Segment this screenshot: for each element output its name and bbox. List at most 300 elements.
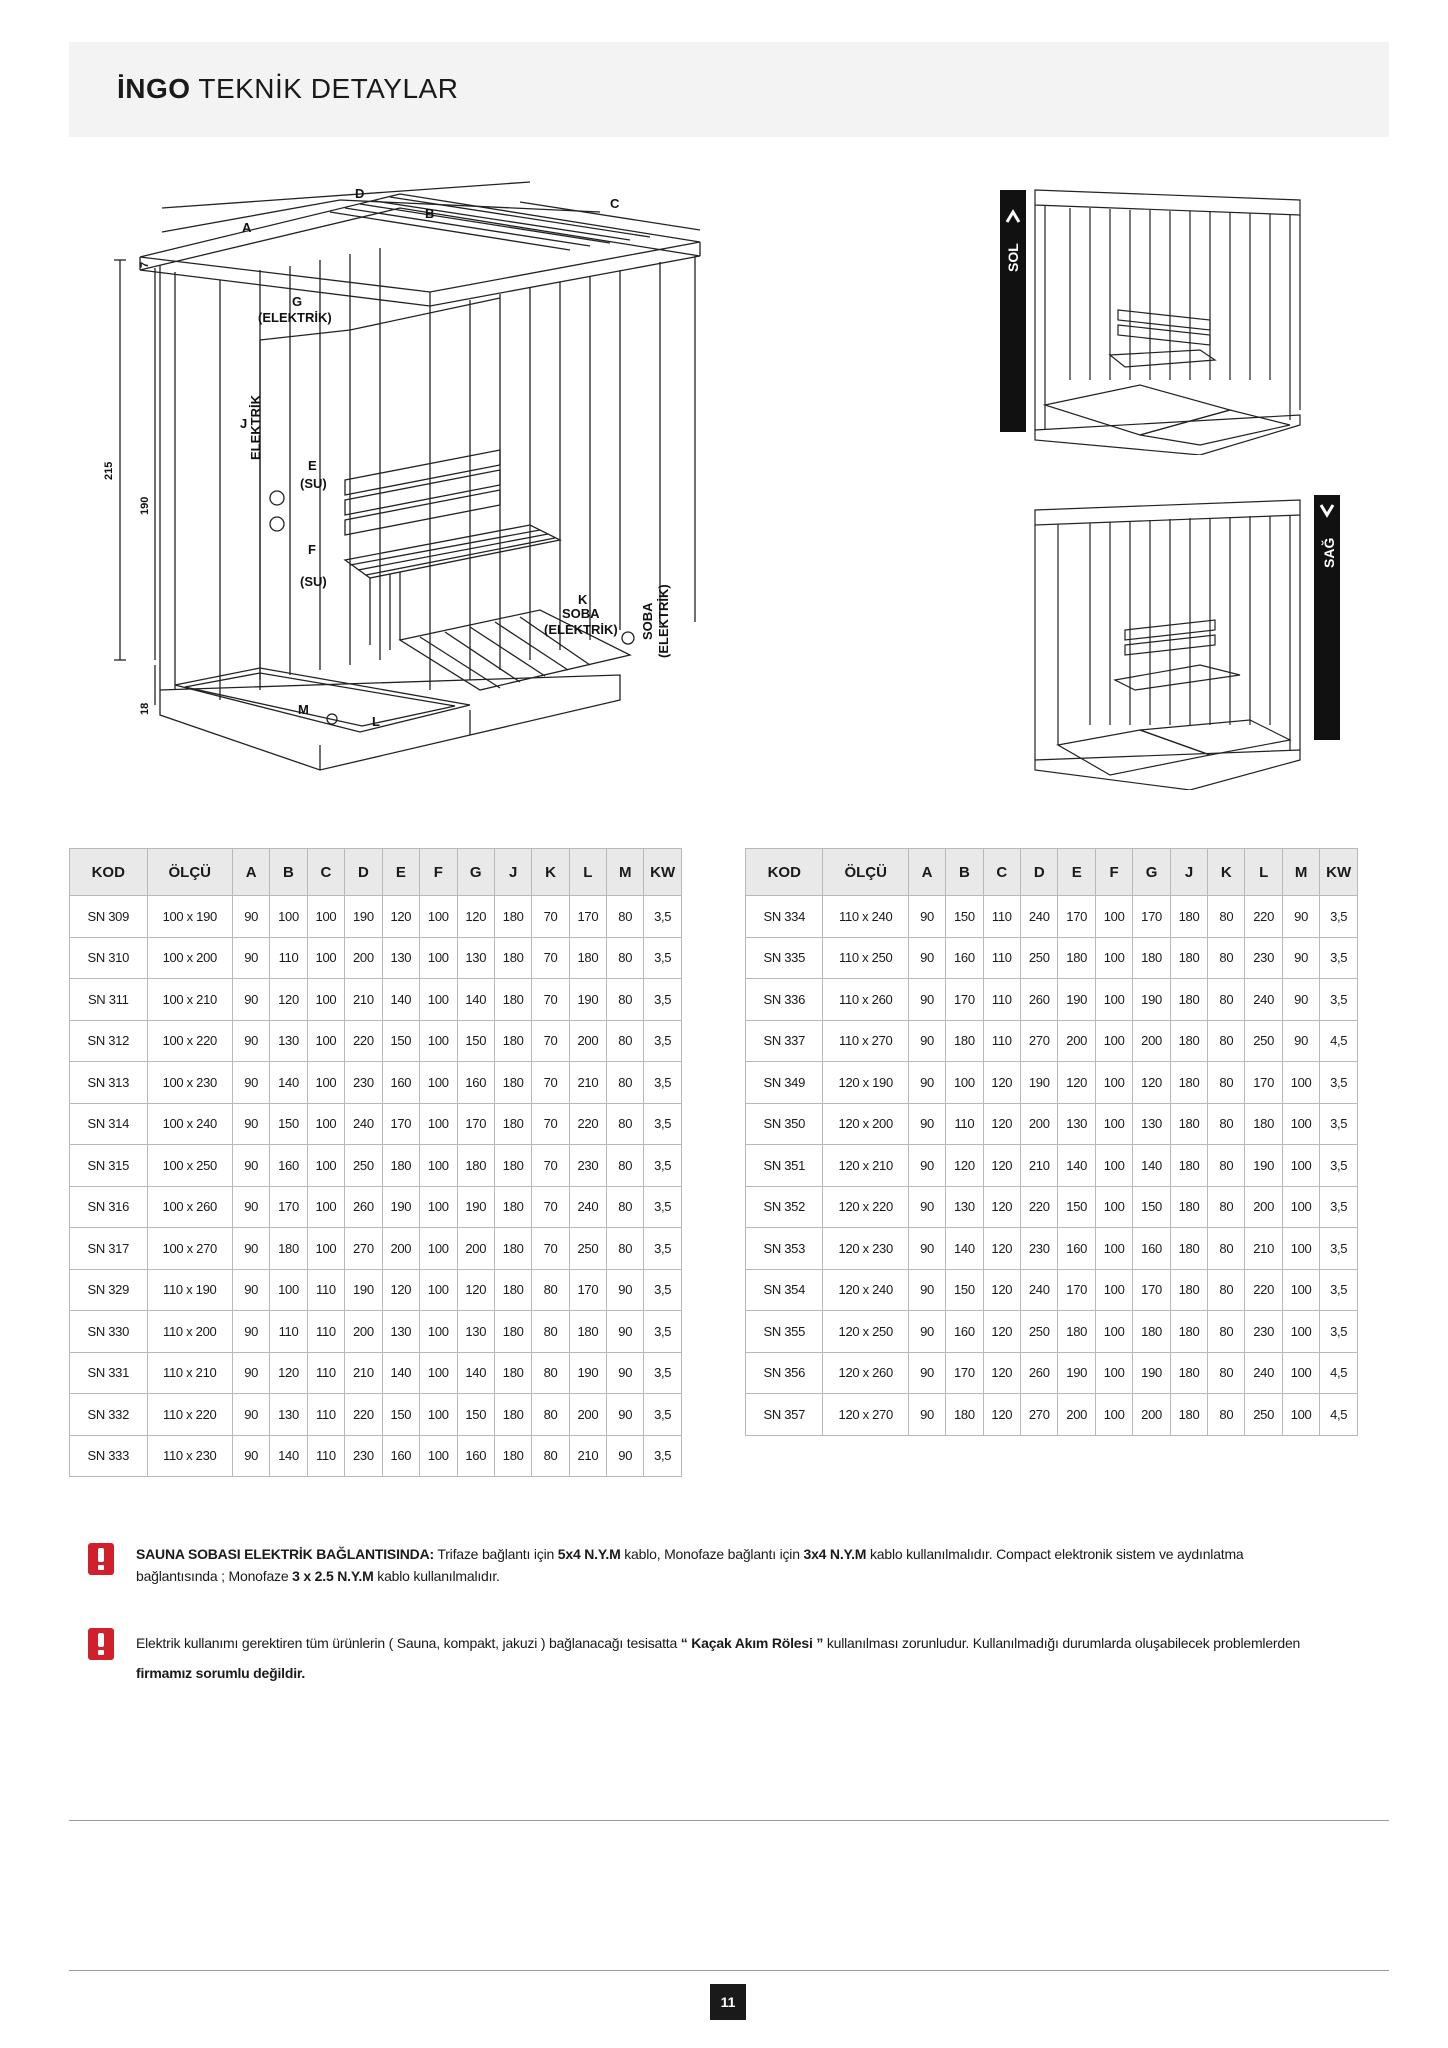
- table-cell: 120: [1058, 1062, 1095, 1104]
- label-d: D: [355, 186, 365, 201]
- table-cell: 140: [457, 979, 494, 1021]
- table-cell: 250: [1021, 937, 1058, 979]
- table-cell: 150: [457, 1020, 494, 1062]
- table-cell: SN 314: [70, 1103, 148, 1145]
- label-sol: SOL: [1005, 243, 1021, 272]
- table-cell: 160: [1133, 1228, 1170, 1270]
- table-cell: 90: [233, 1394, 270, 1436]
- table-cell: 130: [1133, 1103, 1170, 1145]
- column-header: E: [1058, 849, 1095, 896]
- table-cell: 240: [1245, 979, 1282, 1021]
- table-cell: 110 x 200: [147, 1311, 233, 1353]
- table-cell: 70: [532, 896, 569, 938]
- label-k: K: [578, 592, 588, 607]
- table-row: [70, 979, 682, 1021]
- table-cell: 80: [607, 1145, 644, 1187]
- table-cell: 120: [946, 1145, 983, 1187]
- table-cell: 80: [1208, 1352, 1245, 1394]
- table-row: [70, 1352, 682, 1394]
- table-cell: 100: [1282, 1062, 1319, 1104]
- table-cell: 200: [1021, 1103, 1058, 1145]
- table-cell: 80: [1208, 1186, 1245, 1228]
- table-cell: 150: [1133, 1186, 1170, 1228]
- column-header: KW: [644, 849, 682, 896]
- table-cell: 110: [307, 1269, 344, 1311]
- table-cell: 100 x 220: [147, 1020, 233, 1062]
- table-cell: 110: [983, 896, 1020, 938]
- table-cell: 230: [1021, 1228, 1058, 1270]
- label-soba-1: SOBA: [640, 602, 655, 640]
- table-cell: 120 x 240: [823, 1269, 909, 1311]
- table-cell: 120: [983, 1062, 1020, 1104]
- table-cell: 100: [1095, 937, 1132, 979]
- table-cell: 90: [233, 1228, 270, 1270]
- column-header: L: [569, 849, 606, 896]
- table-cell: 80: [607, 896, 644, 938]
- table-row: [746, 1062, 1358, 1104]
- table-cell: 260: [1021, 979, 1058, 1021]
- table-cell: 90: [908, 1103, 945, 1145]
- table-cell: 180: [494, 896, 531, 938]
- table-row: [746, 1186, 1358, 1228]
- table-cell: 80: [1208, 1228, 1245, 1270]
- table-cell: 200: [1058, 1020, 1095, 1062]
- table-cell: 90: [607, 1352, 644, 1394]
- table-cell: SN 336: [746, 979, 823, 1021]
- column-header: A: [233, 849, 270, 896]
- table-cell: 160: [270, 1145, 307, 1187]
- label-g-sub: (ELEKTRİK): [258, 310, 332, 325]
- table-cell: 100: [420, 1394, 457, 1436]
- table-cell: 220: [569, 1103, 606, 1145]
- table-cell: 200: [345, 1311, 382, 1353]
- table-cell: 80: [607, 979, 644, 1021]
- table-cell: 180: [1170, 1394, 1207, 1436]
- table-cell: 110: [983, 937, 1020, 979]
- table-cell: 180: [494, 1062, 531, 1104]
- table-cell: 90: [233, 979, 270, 1021]
- table-cell: 200: [1245, 1186, 1282, 1228]
- column-header: C: [983, 849, 1020, 896]
- table-cell: 120: [382, 896, 419, 938]
- table-cell: SN 316: [70, 1186, 148, 1228]
- table-cell: 90: [908, 1394, 945, 1436]
- table-cell: 90: [233, 1435, 270, 1477]
- label-7: 7: [139, 261, 151, 268]
- table-cell: 180: [494, 1352, 531, 1394]
- table-cell: 3,5: [1320, 1228, 1358, 1270]
- table-cell: 100: [1095, 1103, 1132, 1145]
- label-e-sub: (SU): [300, 476, 327, 491]
- table-cell: 120: [983, 1103, 1020, 1145]
- table-cell: 180: [946, 1020, 983, 1062]
- table-cell: 100: [420, 1435, 457, 1477]
- column-header: M: [607, 849, 644, 896]
- left-variant-diagram: [1000, 180, 1320, 455]
- table-cell: 80: [532, 1352, 569, 1394]
- table-cell: 80: [1208, 1145, 1245, 1187]
- table-cell: 100: [307, 896, 344, 938]
- table-cell: 120: [457, 896, 494, 938]
- table-cell: 130: [1058, 1103, 1095, 1145]
- table-cell: 100: [420, 1186, 457, 1228]
- table-cell: 260: [1021, 1352, 1058, 1394]
- table-cell: 180: [1170, 1186, 1207, 1228]
- table-cell: 140: [946, 1228, 983, 1270]
- table-cell: 80: [607, 1020, 644, 1062]
- table-cell: 3,5: [644, 979, 682, 1021]
- column-header: D: [345, 849, 382, 896]
- label-k-sub2: (ELEKTRİK): [544, 622, 618, 637]
- table-cell: 120 x 210: [823, 1145, 909, 1187]
- table-cell: 180: [1170, 937, 1207, 979]
- column-header: J: [494, 849, 531, 896]
- table-cell: 90: [607, 1394, 644, 1436]
- table-cell: 70: [532, 937, 569, 979]
- table-cell: 180: [1170, 1311, 1207, 1353]
- table-cell: 3,5: [1320, 1062, 1358, 1104]
- table-cell: 150: [382, 1020, 419, 1062]
- table-cell: 160: [946, 1311, 983, 1353]
- table-cell: 70: [532, 1145, 569, 1187]
- right-variant-diagram: [1030, 490, 1340, 790]
- table-cell: 110: [307, 1394, 344, 1436]
- table-cell: 120: [983, 1186, 1020, 1228]
- column-header: ÖLÇÜ: [823, 849, 909, 896]
- table-cell: 220: [345, 1020, 382, 1062]
- table-row: [70, 1269, 682, 1311]
- column-header: K: [532, 849, 569, 896]
- table-cell: 3,5: [644, 1020, 682, 1062]
- column-header: G: [457, 849, 494, 896]
- table-cell: 80: [532, 1435, 569, 1477]
- table-cell: SN 350: [746, 1103, 823, 1145]
- table-cell: SN 354: [746, 1269, 823, 1311]
- table-cell: 90: [908, 1352, 945, 1394]
- table-cell: 80: [1208, 1394, 1245, 1436]
- table-cell: 120: [983, 1228, 1020, 1270]
- table-row: [70, 1394, 682, 1436]
- table-cell: 230: [569, 1145, 606, 1187]
- table-cell: 130: [382, 937, 419, 979]
- table-cell: 90: [233, 1062, 270, 1104]
- table-cell: 210: [345, 979, 382, 1021]
- table-cell: 70: [532, 1228, 569, 1270]
- table-cell: 100: [1095, 1145, 1132, 1187]
- table-cell: 70: [532, 1020, 569, 1062]
- table-cell: 120 x 260: [823, 1352, 909, 1394]
- table-cell: 180: [1170, 1103, 1207, 1145]
- column-header: E: [382, 849, 419, 896]
- table-cell: 180: [1170, 1269, 1207, 1311]
- table-cell: 140: [382, 1352, 419, 1394]
- spec-table-left: [69, 848, 682, 1477]
- table-cell: 110: [946, 1103, 983, 1145]
- table-row: [70, 896, 682, 938]
- table-cell: 110 x 190: [147, 1269, 233, 1311]
- label-l: L: [372, 714, 380, 729]
- table-cell: 170: [1058, 896, 1095, 938]
- table-cell: 100: [420, 937, 457, 979]
- table-cell: 250: [569, 1228, 606, 1270]
- table-cell: 90: [1282, 979, 1319, 1021]
- table-row: [746, 1145, 1358, 1187]
- table-cell: 120 x 270: [823, 1394, 909, 1436]
- table-cell: 3,5: [1320, 1145, 1358, 1187]
- table-cell: 3,5: [1320, 1269, 1358, 1311]
- table-cell: 180: [494, 1228, 531, 1270]
- table-row: [70, 1435, 682, 1477]
- table-cell: 110: [983, 1020, 1020, 1062]
- table-cell: 90: [908, 896, 945, 938]
- table-cell: 180: [494, 1103, 531, 1145]
- table-cell: 160: [382, 1435, 419, 1477]
- table-cell: 110 x 260: [823, 979, 909, 1021]
- table-cell: 110: [983, 979, 1020, 1021]
- table-cell: 3,5: [644, 1228, 682, 1270]
- table-cell: 90: [908, 1020, 945, 1062]
- table-cell: 190: [1058, 979, 1095, 1021]
- table-cell: 3,5: [644, 896, 682, 938]
- table-cell: 110: [270, 1311, 307, 1353]
- table-cell: 90: [908, 1228, 945, 1270]
- table-cell: 90: [233, 1186, 270, 1228]
- column-header: F: [420, 849, 457, 896]
- table-cell: 170: [946, 1352, 983, 1394]
- table-cell: 90: [233, 1020, 270, 1062]
- table-cell: 100: [307, 979, 344, 1021]
- table-cell: 90: [233, 1103, 270, 1145]
- table-row: [746, 1020, 1358, 1062]
- table-cell: 230: [1245, 1311, 1282, 1353]
- table-cell: 200: [569, 1020, 606, 1062]
- label-b: B: [425, 206, 435, 221]
- page-number: 11: [710, 1984, 746, 2020]
- column-header: ÖLÇÜ: [147, 849, 233, 896]
- label-190: 190: [139, 496, 151, 515]
- table-cell: 3,5: [1320, 1311, 1358, 1353]
- table-cell: 100: [420, 1311, 457, 1353]
- table-cell: 120: [983, 1352, 1020, 1394]
- table-cell: SN 334: [746, 896, 823, 938]
- table-cell: 180: [494, 1435, 531, 1477]
- table-cell: 110: [307, 1435, 344, 1477]
- table-cell: 100: [1282, 1145, 1319, 1187]
- table-cell: 4,5: [1320, 1394, 1358, 1436]
- table-cell: 180: [569, 1311, 606, 1353]
- table-cell: 200: [1133, 1020, 1170, 1062]
- table-cell: 100 x 260: [147, 1186, 233, 1228]
- table-cell: 200: [345, 937, 382, 979]
- table-row: [746, 1103, 1358, 1145]
- table-cell: 200: [1058, 1394, 1095, 1436]
- table-cell: 3,5: [644, 1394, 682, 1436]
- table-cell: 130: [382, 1311, 419, 1353]
- table-cell: 120: [983, 1394, 1020, 1436]
- table-cell: 190: [345, 896, 382, 938]
- table-cell: 100: [1095, 1269, 1132, 1311]
- table-cell: 100: [1095, 896, 1132, 938]
- table-cell: 190: [1021, 1062, 1058, 1104]
- table-cell: 170: [457, 1103, 494, 1145]
- table-cell: 180: [569, 937, 606, 979]
- table-cell: SN 335: [746, 937, 823, 979]
- table-cell: 170: [382, 1103, 419, 1145]
- table-row: [70, 1145, 682, 1187]
- table-cell: 220: [1245, 1269, 1282, 1311]
- table-cell: SN 313: [70, 1062, 148, 1104]
- table-cell: 100: [420, 1269, 457, 1311]
- table-cell: 150: [270, 1103, 307, 1145]
- table-cell: 100 x 200: [147, 937, 233, 979]
- table-cell: 100: [1095, 979, 1132, 1021]
- table-cell: SN 333: [70, 1435, 148, 1477]
- table-cell: SN 349: [746, 1062, 823, 1104]
- table-cell: 200: [569, 1394, 606, 1436]
- table-cell: 100: [1282, 1394, 1319, 1436]
- table-cell: 170: [1133, 896, 1170, 938]
- warning-icon: [88, 1628, 114, 1660]
- table-cell: 140: [270, 1435, 307, 1477]
- table-cell: 100 x 250: [147, 1145, 233, 1187]
- table-cell: 110: [307, 1311, 344, 1353]
- table-cell: 180: [1170, 896, 1207, 938]
- table-cell: 120: [983, 1145, 1020, 1187]
- column-header: F: [1095, 849, 1132, 896]
- table-cell: 180: [494, 1394, 531, 1436]
- table-cell: 80: [607, 937, 644, 979]
- table-cell: 130: [946, 1186, 983, 1228]
- table-cell: SN 332: [70, 1394, 148, 1436]
- table-cell: 90: [908, 1311, 945, 1353]
- table-cell: 100: [1282, 1186, 1319, 1228]
- column-header: K: [1208, 849, 1245, 896]
- table-cell: 80: [1208, 937, 1245, 979]
- table-cell: 90: [1282, 896, 1319, 938]
- table-cell: 70: [532, 979, 569, 1021]
- table-cell: 180: [494, 1269, 531, 1311]
- table-cell: 120: [457, 1269, 494, 1311]
- table-cell: 220: [1021, 1186, 1058, 1228]
- spec-table-right: [745, 848, 1358, 1436]
- table-cell: 240: [345, 1103, 382, 1145]
- table-cell: 170: [1058, 1269, 1095, 1311]
- table-cell: SN 357: [746, 1394, 823, 1436]
- table-cell: 3,5: [644, 1186, 682, 1228]
- column-header: J: [1170, 849, 1207, 896]
- table-cell: 100: [1282, 1228, 1319, 1270]
- table-cell: 100: [307, 937, 344, 979]
- table-row: [70, 1062, 682, 1104]
- table-cell: 180: [1170, 1020, 1207, 1062]
- divider: [69, 1970, 1389, 1971]
- table-cell: 120: [270, 979, 307, 1021]
- table-cell: 160: [382, 1062, 419, 1104]
- table-cell: 180: [457, 1145, 494, 1187]
- label-215: 215: [103, 461, 115, 480]
- table-cell: 190: [1133, 979, 1170, 1021]
- table-row: [746, 896, 1358, 938]
- table-cell: SN 317: [70, 1228, 148, 1270]
- table-cell: 180: [1170, 1228, 1207, 1270]
- table-cell: 180: [494, 1186, 531, 1228]
- table-cell: 200: [1133, 1394, 1170, 1436]
- table-cell: 100: [307, 1062, 344, 1104]
- table-cell: 140: [270, 1062, 307, 1104]
- table-cell: SN 353: [746, 1228, 823, 1270]
- table-cell: 100: [1095, 1228, 1132, 1270]
- title-brand: İNGO: [117, 73, 191, 104]
- table-cell: 100: [307, 1020, 344, 1062]
- table-cell: 230: [345, 1062, 382, 1104]
- table-cell: 90: [607, 1311, 644, 1353]
- label-e: E: [308, 458, 317, 473]
- table-cell: 170: [569, 896, 606, 938]
- table-cell: SN 330: [70, 1311, 148, 1353]
- table-cell: 3,5: [644, 1145, 682, 1187]
- table-cell: 90: [908, 1186, 945, 1228]
- column-header: A: [908, 849, 945, 896]
- table-cell: 230: [1245, 937, 1282, 979]
- table-cell: 100: [1282, 1269, 1319, 1311]
- table-row: [746, 979, 1358, 1021]
- table-cell: 190: [345, 1269, 382, 1311]
- table-cell: 120: [983, 1311, 1020, 1353]
- table-cell: 140: [1058, 1145, 1095, 1187]
- table-cell: 180: [1058, 937, 1095, 979]
- table-header-row: [70, 849, 682, 896]
- table-cell: 190: [1133, 1352, 1170, 1394]
- column-header: B: [946, 849, 983, 896]
- table-cell: 190: [1245, 1145, 1282, 1187]
- table-cell: 100: [1282, 1311, 1319, 1353]
- label-k-sub1: SOBA: [562, 606, 600, 621]
- sauna-technical-diagram: [100, 160, 720, 810]
- table-cell: 180: [494, 1311, 531, 1353]
- table-cell: 80: [532, 1269, 569, 1311]
- table-cell: 100 x 230: [147, 1062, 233, 1104]
- column-header: L: [1245, 849, 1282, 896]
- table-cell: 3,5: [644, 1062, 682, 1104]
- table-cell: 130: [270, 1020, 307, 1062]
- table-cell: 100: [1095, 1186, 1132, 1228]
- table-cell: 90: [233, 1311, 270, 1353]
- table-row: [70, 1020, 682, 1062]
- table-cell: 180: [1170, 1062, 1207, 1104]
- table-cell: 180: [382, 1145, 419, 1187]
- table-cell: 90: [908, 979, 945, 1021]
- table-cell: 100 x 240: [147, 1103, 233, 1145]
- table-cell: 3,5: [1320, 937, 1358, 979]
- electrical-note-text: SAUNA SOBASI ELEKTRİK BAĞLANTISINDA: Trifaze bağlantı için 5x4 N.Y.M kablo, Monofaze bağlantı için 3x4 N.Y.M kablo kullanılmalıdır. Compact elektronik sistem ve aydınlatma bağlantısında ; Monofaze 3 x 2.5 N.Y.M kablo kullanılmalıdır.: [136, 1546, 1244, 1584]
- table-cell: 120 x 250: [823, 1311, 909, 1353]
- table-cell: 90: [233, 1145, 270, 1187]
- table-cell: 100: [1282, 1103, 1319, 1145]
- table-cell: 110: [307, 1352, 344, 1394]
- table-cell: 180: [1133, 937, 1170, 979]
- table-cell: SN 315: [70, 1145, 148, 1187]
- table-cell: 80: [607, 1228, 644, 1270]
- table-cell: 110: [270, 937, 307, 979]
- table-cell: 230: [345, 1435, 382, 1477]
- label-f-sub: (SU): [300, 574, 327, 589]
- table-cell: 110 x 230: [147, 1435, 233, 1477]
- table-cell: 100: [270, 1269, 307, 1311]
- label-a: A: [242, 220, 252, 235]
- column-header: KOD: [70, 849, 148, 896]
- table-cell: 100: [420, 1020, 457, 1062]
- table-cell: 190: [569, 1352, 606, 1394]
